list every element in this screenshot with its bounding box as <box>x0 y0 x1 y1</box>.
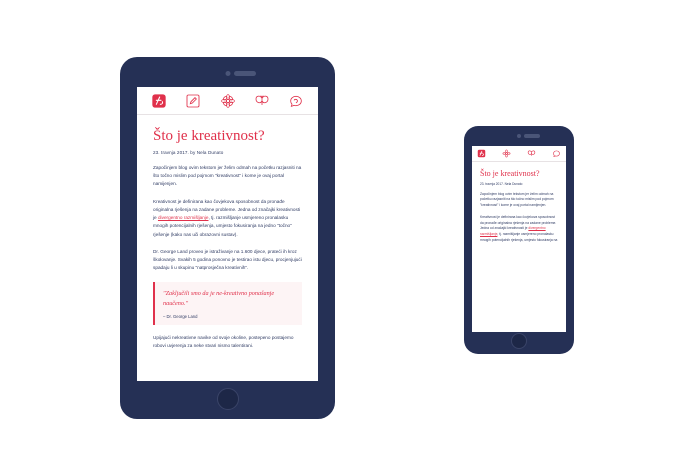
logo-icon[interactable] <box>151 93 167 109</box>
camera-icon <box>225 71 230 76</box>
paragraph-2 <box>153 198 302 239</box>
divergent-thinking-link[interactable]: divergentno razmišljanje <box>480 226 546 237</box>
paragraph-1: Započinjem blog ovim tekstom jer želim odmah na početku razjasniti na što točno mislim pod pojmom "kreativnost" i kome je ovaj portal namijenjen. <box>153 165 302 187</box>
flower-icon[interactable] <box>220 93 236 109</box>
paragraph-2-head: Kreativnost je definirana kao čovjekova sposobnost da pronađe originalna rješenja na zadane probleme. Jedna od značajki kreativnosti je <box>153 198 301 221</box>
speaker-grill <box>524 134 540 138</box>
page-title: Što je kreativnost? <box>153 128 265 144</box>
paragraph-2-tail: , tj. razmišljanje usmjereno pronalasku mnogih potencijalnih rješenja, umjesto fokusiranja na <box>480 232 558 242</box>
paragraph-2-head: Kreativnost je definirana kao čovjekova sposobnost da pronađe originalna rješenja na zadane probleme. Jedna od značajki kreativnosti je <box>480 214 557 231</box>
home-button[interactable] <box>511 333 527 349</box>
butterfly-icon[interactable] <box>527 149 536 158</box>
camera-icon <box>517 134 521 138</box>
paragraph-2-tail: , tj. razmišljanje usmjereno pronalasku mnogih potencijalnih rješenja, umjesto fokusiranja na jedno "točno" rješenje (kako nas uči obrazovni sustav). <box>153 215 292 237</box>
quote-text: "Zaključili smo da je ne-kreativno ponašanje naučeno." <box>163 290 275 308</box>
paragraph-3: Dr. George Land proveo je istraživanje na 1.600 djece, prateći ih kroz školovanje. Svakih 5 godina ponovno je testirao istu djecu, procjenjujući spadaju li u skupinu "natprosječna kreativnih". <box>153 248 302 271</box>
speech-bubble-icon[interactable] <box>552 149 561 158</box>
tablet-article <box>137 115 318 351</box>
speaker-grill <box>234 71 256 76</box>
post-meta: 23. travnja 2017. by Nela Dunato <box>153 150 224 155</box>
quote-attribution: – Dr. George Land <box>163 314 198 320</box>
post-meta: 23. travnja 2017. Nela Dunato <box>480 181 523 186</box>
tablet-device <box>120 57 335 419</box>
flower-icon[interactable] <box>502 149 511 158</box>
paragraph-2 <box>480 215 558 244</box>
divergent-thinking-link[interactable]: divergentno razmišljanje <box>157 215 209 221</box>
logo-icon[interactable] <box>477 149 486 158</box>
tablet-navbar <box>137 87 318 115</box>
phone-article <box>472 162 566 244</box>
phone-device <box>464 126 574 354</box>
butterfly-icon[interactable] <box>254 93 270 109</box>
page-title: Što je kreativnost? <box>480 169 540 178</box>
pencil-icon[interactable] <box>185 93 201 109</box>
phone-navbar <box>472 146 566 162</box>
paragraph-4: Upijajući nekreativne navike od svoje okoline, postepeno postajemo robovi uvjerenja za neke stvari nismo talentirani. <box>153 335 294 349</box>
paragraph-1: Započinjem blog ovim tekstom jer želim odmah na početku razjasniti na što točno mislim pod pojmom "kreativnost" i kome je ovaj portal namijenjen. <box>480 191 554 208</box>
speech-bubble-icon[interactable] <box>288 93 304 109</box>
pull-quote <box>153 282 302 325</box>
phone-screen <box>472 146 566 332</box>
home-button[interactable] <box>217 388 239 410</box>
tablet-screen <box>137 87 318 381</box>
